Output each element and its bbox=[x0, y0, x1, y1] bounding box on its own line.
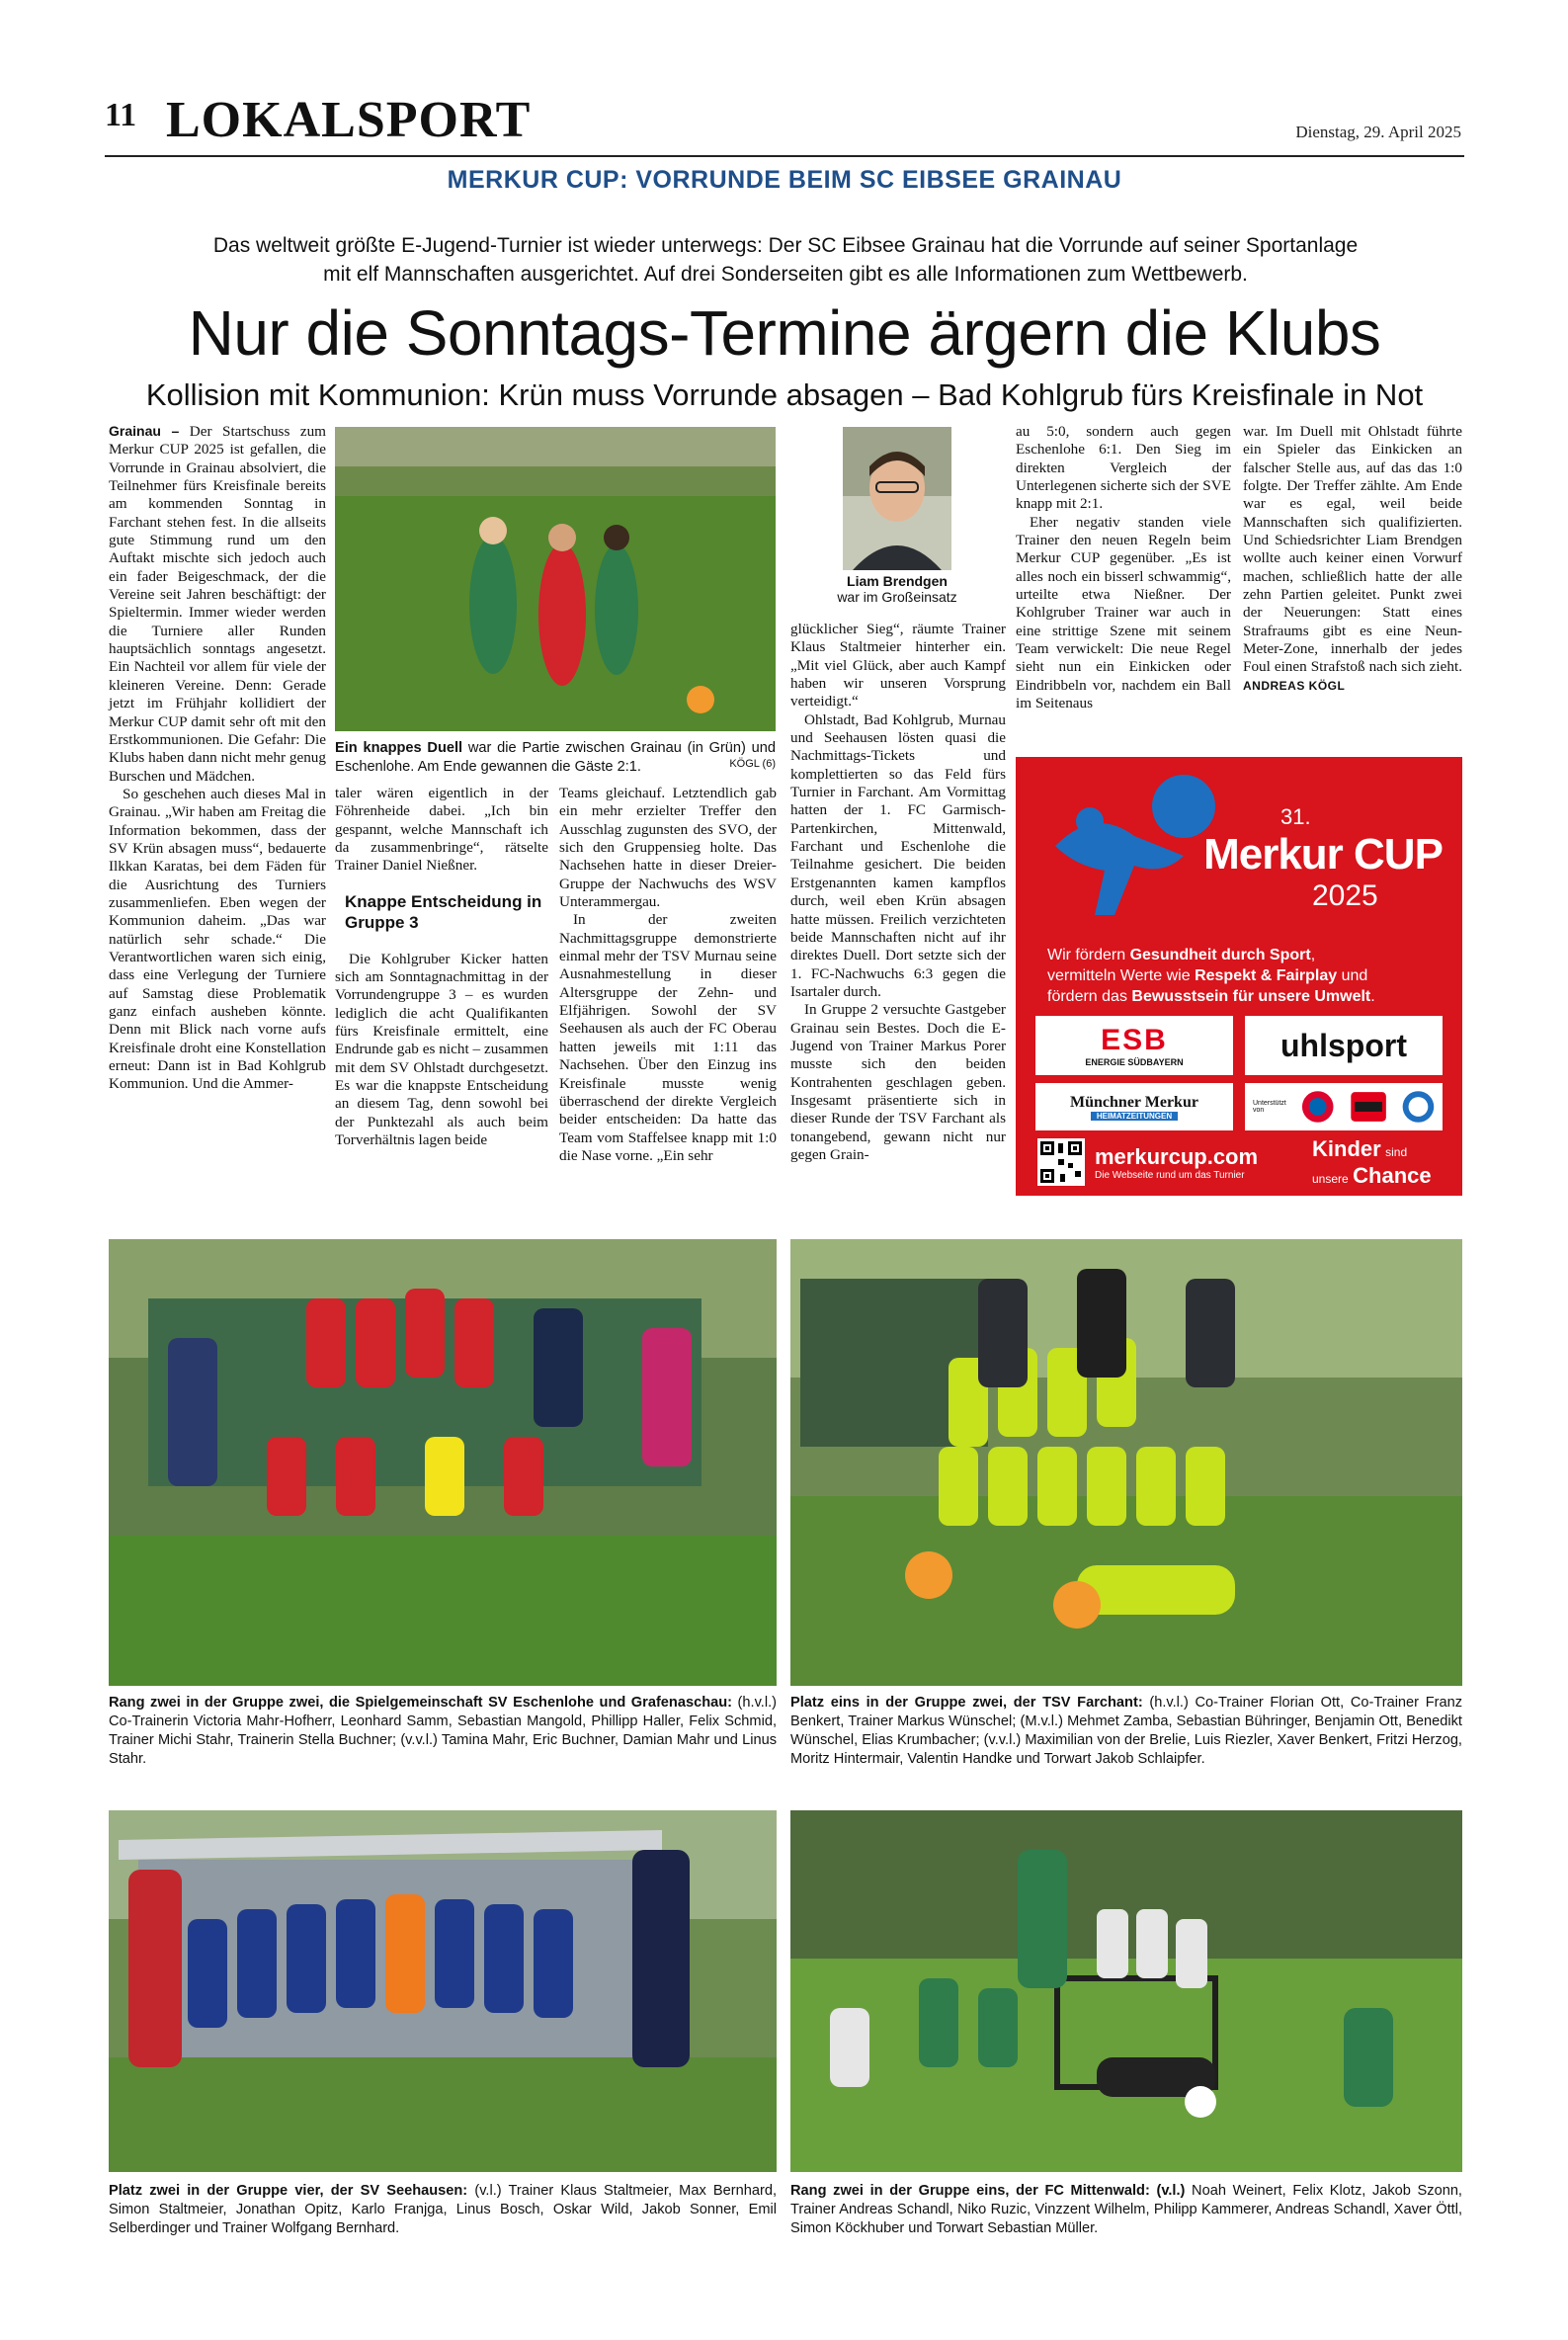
match-photo bbox=[335, 427, 776, 731]
slogan-text: . bbox=[1370, 988, 1375, 1005]
section-title: LOKALSPORT bbox=[166, 92, 532, 148]
ad-url-subtitle: Die Webseite rund um das Turnier bbox=[1095, 1170, 1245, 1181]
portrait-subtitle: war im Großeinsatz bbox=[837, 589, 957, 605]
team-photo-caption bbox=[109, 1694, 777, 1769]
paragraph: glücklicher Sieg“, räumte Trainer Klaus Staltmeier hinterher ein. „Mit viel Glück, aber auch Kampf haben wir unseren Vorsprung verteidigt.“ bbox=[790, 621, 1006, 710]
article-column-1 bbox=[109, 423, 326, 1094]
paragraph: So geschehen auch dieses Mal in Grainau. „Wir haben am Freitag die Information bekommen, dass der SV Krün absagen muss“, bedauerte Ilkkan Karatas, bei dem Fäden für die Ausrichtung des Turniers zusammenliefen. Eben wegen der Kommunion daheim. „Das war natürlich sehr schade.“ Die Verantwortlichen waren sich einig, dass eine Verlegung der Turniere auf Samstag diese Problematik ganz einfach ausheben könnte. Denn mit Blick nach vorne aufs Kreisfinale droht eine Konstellation erneut: Dann ist in Bad Kohlgrub Kommunion. Und die Ammer- bbox=[109, 785, 326, 1093]
merkur-subtitle: HEIMATZEITUNGEN bbox=[1091, 1112, 1178, 1121]
caption-bold: Platz eins in der Gruppe zwei, der TSV Farchant: bbox=[790, 1695, 1143, 1711]
ad-url[interactable]: merkurcup.com bbox=[1095, 1144, 1259, 1169]
paragraph: In Gruppe 2 versuchte Gastgeber Grainau sein Bestes. Doch die E-Jugend von Trainer Markus Porer musste sich den beiden Kontrahenten geschlagen geben. Insgesamt präsentierte sich in dieser Runde der TSV Farchant als tonangebend, gewann nicht nur gegen Grain- bbox=[790, 1001, 1006, 1163]
photo-credit: KÖGL (6) bbox=[729, 758, 776, 770]
paragraph: Eher negativ standen viele Trainer den neuen Regeln beim Merkur CUP gegenüber. „Es ist alles noch ein bisserl schwammig“, urteilte etwa Nießner. Der Kohlgruber Trainer war auch in eine strittige Szene mit seinem Team verwickelt: Die neue Regel sieht nun ein Einkicken oder Eindribbeln vor, nachdem ein Ball im Seitenaus bbox=[1016, 513, 1231, 712]
caption-text: war die Partie zwischen Grainau (in Grün) und Eschenlohe. Am Ende gewannen die Gäste 2:1. bbox=[335, 740, 776, 775]
team-photo-caption bbox=[790, 1694, 1462, 1769]
caption-bold: Ein knappes Duell bbox=[335, 740, 463, 756]
slogan-text: Wir fördern bbox=[1047, 947, 1130, 963]
sind-word: sind bbox=[1385, 1145, 1408, 1159]
slogan-bold: Gesundheit durch Sport bbox=[1129, 947, 1311, 963]
team-photo-farchant bbox=[790, 1239, 1462, 1686]
article-column-6 bbox=[1243, 423, 1462, 695]
unsere-word: unsere bbox=[1312, 1172, 1349, 1186]
paragraph: war. Im Duell mit Ohlstadt führte ein Spieler das Einkicken an falscher Stelle aus, auf das das 1:0 folgte. Der Treffer zählte. Am Ende war es egal, weil beide Mannschaften sich qualifizierten. Und Schiedsrichter Liam Brendgen wollte auch keiner einen Vorwurf machen, schließlich hatte der alle zehn Partien geleitet. Punkt zwei der Neuerungen: Statt eines Strafraums gibt es eine Neun-Meter-Zone, innerhalb der jedes Foul einen Strafstoß nach sich zieht. bbox=[1243, 423, 1462, 676]
supporters-box bbox=[1245, 1083, 1443, 1130]
qr-code-icon[interactable] bbox=[1037, 1138, 1085, 1186]
page-number: 11 bbox=[105, 97, 137, 133]
subheadline: Kollision mit Kommunion: Krün muss Vorrunde absagen – Bad Kohlgrub fürs Kreisfinale in Not bbox=[145, 377, 1424, 412]
paragraph: Ohlstadt, Bad Kohlgrub, Murnau und Seehausen lösten quasi die Nachmittags-Tickets und komplettierten so das Feld fürs Turnier in Farchant. Am Vormittag hatten der 1. FC Garmisch-Partenkirchen, Mittenwald, Farchant und Eschenlohe die Teilnahme gesichert. Die beiden Erstgenannten kamen kampflos durch, weil eben Krün absagen hatte müssen. Freilich verzichteten beide Mannschaften nicht auf ihr direktes Duell. Dort setzte sich der 1. FC-Nachwuchs 6:3 gegen die Isartaler durch. bbox=[790, 710, 1006, 1000]
ad-slogan bbox=[1047, 945, 1462, 1007]
article-column-4 bbox=[790, 621, 1006, 1164]
slogan-text: vermitteln Werte wie bbox=[1047, 967, 1196, 984]
paragraph: In der zweiten Nachmittagsgruppe demonstrierte einmal mehr der TSV Murnau seine Ausnahmestellung in dieser Altersgruppe der Zehn- und Elfjährigen. Sowohl der SV Seehausen als auch der FC Oberau hatten jeweils mit 1:11 das Nachsehen. Über den Einzug ins Kreisfinale musste wenig überraschend der direkte Vergleich beider entscheiden: Da hatte das Team vom Staffelsee knapp mit 1:0 die Nase vorne. „Ein sehr bbox=[559, 911, 777, 1164]
slogan-bold: Bewusstsein für unsere Umwelt bbox=[1131, 988, 1371, 1005]
portrait-name: Liam Brendgen bbox=[847, 573, 948, 589]
merkur-logo: Münchner Merkur bbox=[1070, 1093, 1198, 1111]
team-photo-caption bbox=[109, 2182, 777, 2238]
article-column-2 bbox=[335, 785, 548, 1150]
caption-text: (v.l.) Trainer Klaus Staltmeier, Max Bernhard, Simon Staltmeier, Jonathan Opitz, Karlo Franjga, Linus Bosch, Oskar Wild, Jakob Sonner, Emil Selberdinger und Trainer Wolfgang Bernhard. bbox=[109, 2183, 778, 2236]
ad-edition: 31. bbox=[1280, 804, 1311, 829]
paragraph: Die Kohlgruber Kicker hatten sich am Sonntagnachmittag in der Vorrundengruppe 3 – es wurden lediglich die acht Qualifikanten fürs Kreisfinale ermittelt, eine Endrunde gab es nicht – zusammen mit dem SV Ohlstadt durchgesetzt. Es war die knappste Entscheidung an diesem Tag, denn sowohl bei der Punktezahl als auch beim Torverhältnis lagen beide bbox=[335, 950, 548, 1149]
caption-text: (h.v.l.) Co-Trainerin Victoria Mahr-Hofherr, Leonhard Samm, Sebastian Mangold, Phillipp Haller, Felix Schmid, Trainer Michi Stahr, Trainerin Stella Buchner; (v.v.l.) Tamina Mahr, Eric Buchner, Damian Mahr und Linus Stahr. bbox=[109, 1695, 777, 1767]
caption-text: (h.v.l.) Co-Trainer Florian Ott, Co-Trainer Franz Benkert, Trainer Markus Wünschel; (M.v.l.) Mehmet Zamba, Sebastian Bühringer, Benjamin Ott, Benedikt Wünschel, Elias Krumbacher; (v.v.l.) Maximilian von der Brelie, Luis Riezler, Xaver Benkert, Fritzi Herzog, Moritz Hintermair, Valentin Handke und Torwart Jakob Schlaipfer. bbox=[790, 1695, 1463, 1767]
slogan-bold: Respekt & Fairplay bbox=[1195, 967, 1338, 984]
slogan-text: fördern das bbox=[1047, 988, 1132, 1005]
article-column-5 bbox=[1016, 423, 1231, 713]
team-photo-caption bbox=[790, 2182, 1462, 2238]
match-photo-caption bbox=[335, 739, 776, 777]
ad-year: 2025 bbox=[1312, 879, 1378, 912]
author: ANDREAS KÖGL bbox=[1243, 678, 1346, 693]
article-column-3 bbox=[559, 785, 777, 1165]
chance-word: Chance bbox=[1353, 1163, 1432, 1188]
team-photo-mittenwald bbox=[790, 1810, 1462, 2172]
team-photo-eschenlohe bbox=[109, 1239, 777, 1686]
paragraph: taler wären eigentlich in der Föhrenheide dabei. „Ich bin gespannt, welche Mannschaft ich da zusammenbringe“, rätselte Trainer Daniel Nießner. bbox=[335, 785, 548, 875]
caption-bold: Rang zwei in der Gruppe eins, der FC Mittenwald: (v.l.) bbox=[790, 2183, 1186, 2199]
paragraph: Teams gleichauf. Letztendlich gab ein mehr erzielter Treffer den Ausschlag zugunsten des SVO, der sich den Gruppensieg holte. Das Nachsehen hatte in dieser Dreier-Gruppe der Nachwuchs des WSV Unterammergau. bbox=[559, 785, 777, 911]
header-divider bbox=[105, 155, 1464, 157]
portrait-photo bbox=[843, 427, 951, 570]
kicker: MERKUR CUP: VORRUNDE BEIM SC EIBSEE GRAINAU bbox=[447, 166, 1122, 194]
sponsor-esb[interactable] bbox=[1035, 1016, 1233, 1075]
merkur-cup-ad[interactable] bbox=[1016, 757, 1462, 1196]
paragraph: au 5:0, sondern auch gegen Eschenlohe 6:1. Den Sieg im direkten Vergleich der Unterlegenen sicherte sich der SVE knapp mit 2:1. bbox=[1016, 423, 1231, 513]
uhlsport-logo: uhlsport bbox=[1280, 1027, 1407, 1063]
esb-subtitle: ENERGIE SÜDBAYERN bbox=[1085, 1057, 1184, 1067]
lead-text: Das weltweit größte E-Jugend-Turnier ist wieder unterwegs: Der SC Eibsee Grainau hat die Vorrunde auf seiner Sportanlage mit elf Mannschaften ausgerichtet. Auf drei Sonderseiten gibt es alle Informationen zum Wettbewerb. bbox=[212, 234, 1359, 286]
slogan-text: , bbox=[1310, 947, 1316, 963]
ad-brand: Merkur CUP bbox=[1203, 830, 1443, 878]
issue-date: Dienstag, 29. April 2025 bbox=[1295, 123, 1461, 141]
slogan-text: und bbox=[1337, 967, 1368, 984]
supported-by-label: Unterstützt von bbox=[1253, 1100, 1286, 1114]
esb-logo: ESB bbox=[1101, 1024, 1168, 1056]
dateline: Grainau – bbox=[109, 423, 180, 439]
sponsor-uhlsport[interactable] bbox=[1245, 1016, 1443, 1075]
caption-bold: Rang zwei in der Gruppe zwei, die Spielgemeinschaft SV Eschenlohe und Grafenaschau: bbox=[109, 1695, 732, 1711]
kinder-chance-logo bbox=[1312, 1136, 1450, 1190]
sponsor-muenchner-merkur[interactable] bbox=[1035, 1083, 1233, 1130]
article-subhead: Knappe Entscheidung in Gruppe 3 bbox=[345, 891, 542, 932]
kinder-word: Kinder bbox=[1312, 1136, 1381, 1161]
caption-bold: Platz zwei in der Gruppe vier, der SV Seehausen: bbox=[109, 2183, 468, 2199]
team-photo-seehausen bbox=[109, 1810, 777, 2172]
paragraph: Der Startschuss zum Merkur CUP 2025 ist gefallen, die Vorrunde in Grainau absolviert, die Teilnehmer fürs Kreisfinale bereits am kommenden Sonntag in Farchant stehen fest. In die allseits gute Stimmung rund um den Auftakt mischte sich jedoch auch ein fader Beigeschmack, der die Vereine seit Jahren beschäftigt: der Spieltermin. Immer wieder werden die Turniere aller Runden hauptsächlich sonntags angesetzt. Ein Nachteil vor allem für viele der kleineren Vereine. Denn: Gerade jetzt im Frühjahr kollidiert der Merkur CUP damit sehr oft mit den Erstkommunionen. Die Gefahr: Die Klubs haben dann nicht mehr genug Burschen und Mädchen. bbox=[109, 423, 326, 785]
headline: Nur die Sonntags-Termine ärgern die Klubs bbox=[188, 297, 1381, 369]
club-badges-icon bbox=[1296, 1088, 1443, 1126]
caption-text: Noah Weinert, Felix Klotz, Jakob Szonn, Trainer Andreas Schandl, Niko Ruzic, Vinzzent Wilhelm, Philipp Kammerer, Andreas Schandl, Xaver Öttl, Simon Köckhuber und Torwart Sebastian Müller. bbox=[790, 2183, 1462, 2236]
